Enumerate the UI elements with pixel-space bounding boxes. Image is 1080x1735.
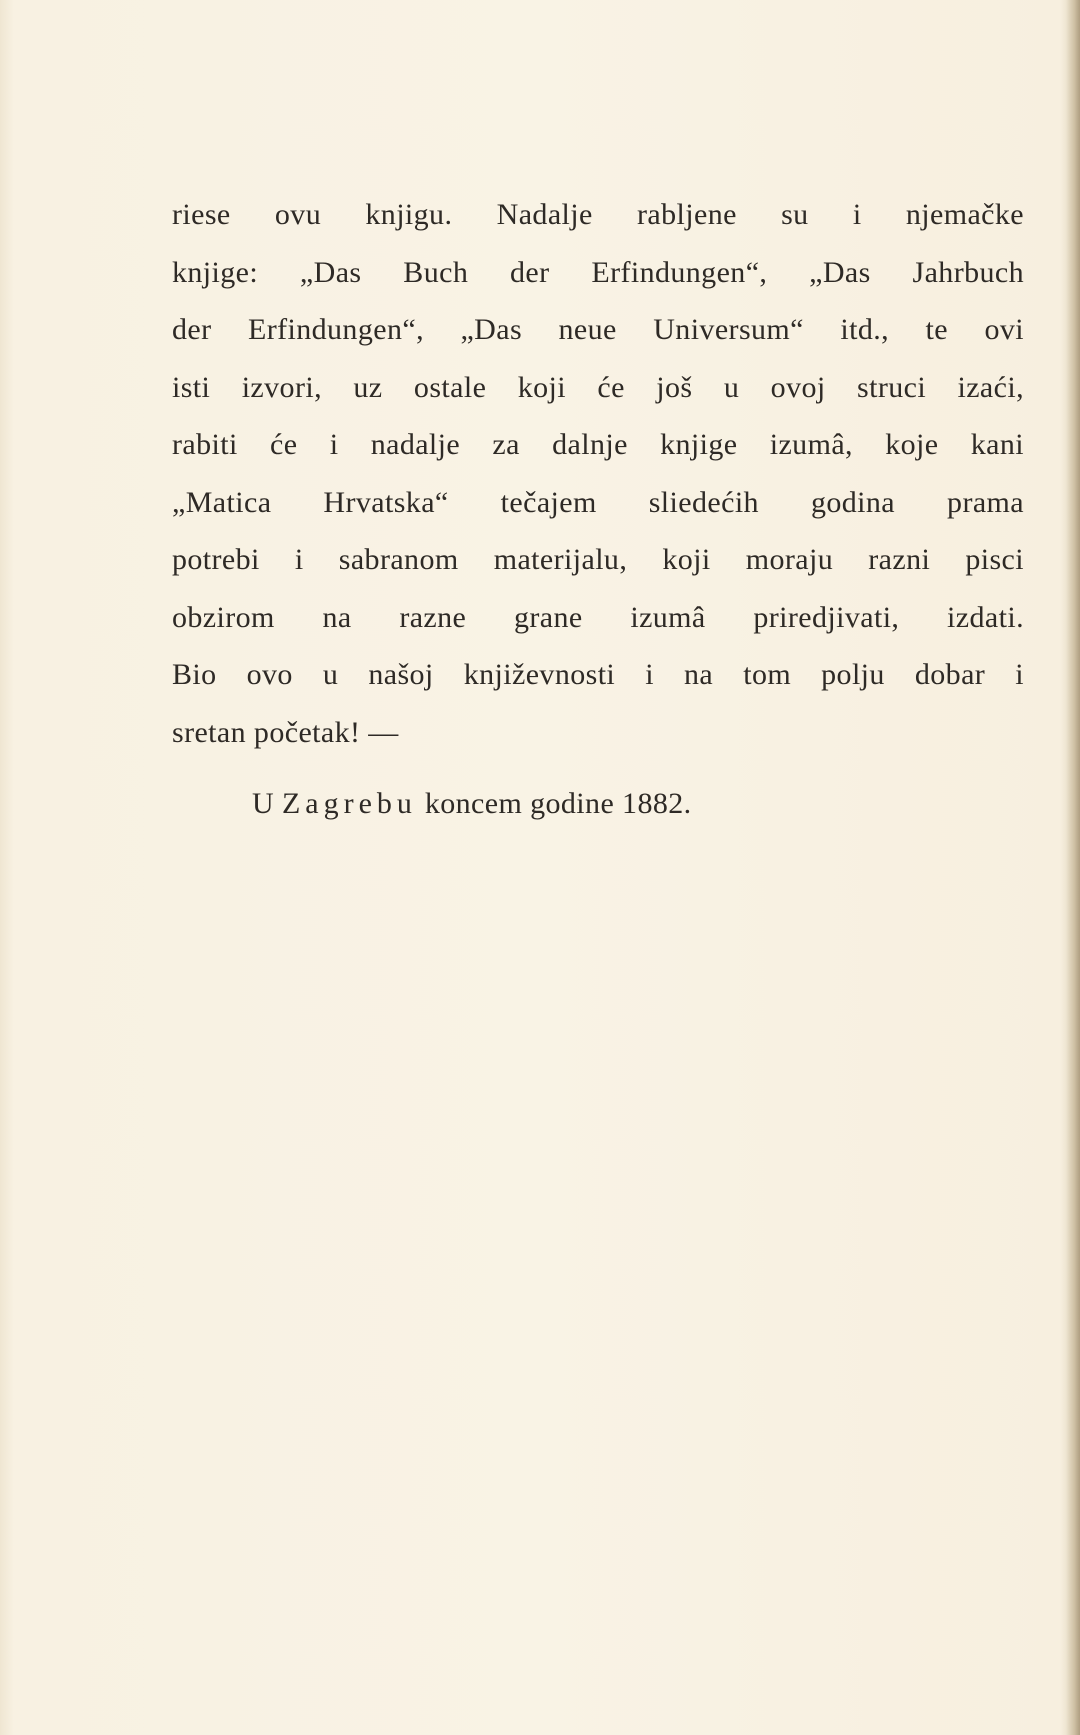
closing-prefix: U xyxy=(252,787,275,820)
text-line-1: riese ovu knjigu. Nadalje rabljene su i njemačke xyxy=(172,198,1024,231)
place-date-line xyxy=(252,775,692,832)
text-line-10: sretan početak! — xyxy=(172,715,399,749)
text-line-6: „Matica Hrvatska“ tečajem sliedećih godina prama xyxy=(172,485,1024,519)
text-line-3: der Erfindungen“, „Das neue Universum“ itd., te ovi xyxy=(172,313,1024,346)
body-paragraph xyxy=(172,186,1024,761)
text-line-4: isti izvori, uz ostale koji će još u ovoj struci izaći, xyxy=(172,370,1024,404)
text-line-8: obzirom na razne grane izumâ priredjivati, izdati. xyxy=(172,600,1024,634)
closing-date: koncem godine 1882. xyxy=(424,787,692,820)
closing-city: Zagrebu xyxy=(281,787,417,820)
text-line-9: Bio ovo u našoj književnosti i na tom polju dobar i xyxy=(172,658,1024,691)
text-line-7: potrebi i sabranom materijalu, koji moraju razni pisci xyxy=(172,543,1024,576)
text-line-2: knjige: „Das Buch der Erfindungen“, „Das Jahrbuch xyxy=(172,255,1024,289)
text-line-5: rabiti će i nadalje za dalnje knjige izumâ, koje kani xyxy=(172,428,1024,461)
page-edge-shadow xyxy=(1066,0,1080,1735)
